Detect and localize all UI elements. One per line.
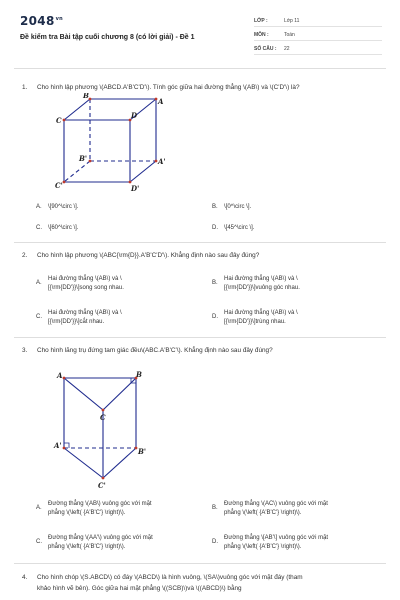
vertex-label: B xyxy=(136,370,142,379)
question-text: Cho hình lăng trụ đứng tam giác đều\(ABC.A'B'C'\). Khẳng định nào sau đây đúng? xyxy=(37,347,273,354)
question-number: 3. xyxy=(22,347,28,354)
vertex-label: D' xyxy=(131,184,140,193)
question-divider xyxy=(14,337,386,338)
vertex-label: B' xyxy=(138,447,147,456)
question-number: 2. xyxy=(22,252,28,259)
meta-class: LỚP : Lớp 11 xyxy=(254,16,382,27)
meta-question-count: SỐ CÂU : 22 xyxy=(254,44,382,55)
vertex-label: D xyxy=(131,111,138,120)
question-divider xyxy=(14,242,386,243)
question-divider xyxy=(14,563,386,564)
question-text: khảo hình vẽ bên). Góc giữa hai mặt phẳng \((SCB)\)và \((ABCD)\) bằng xyxy=(37,585,242,592)
page-header xyxy=(0,0,400,68)
vertex-label: A xyxy=(57,371,63,380)
vertex-label: B xyxy=(83,93,89,100)
question-number: 1. xyxy=(22,84,28,91)
vertex-label: B' xyxy=(79,154,88,163)
question-number: 4. xyxy=(22,574,28,581)
vertex-label: C' xyxy=(55,181,63,190)
prism-figure xyxy=(50,368,160,493)
question-text: Cho hình chóp \(S.ABCD\) có đáy \(ABCD\) là hình vuông, \(SA\)vuông góc với mặt đáy (tham xyxy=(37,574,303,581)
question-text: Cho hình lập phương \(ABCD.A'B'C'D'\). Tính góc giữa hai đường thẳng \(AB\) và \(C'D'\) là? xyxy=(37,84,300,91)
meta-subject: MÔN : Toán xyxy=(254,30,382,41)
vertex-label: A xyxy=(158,97,164,106)
document-title: Đề kiểm tra Bài tập cuối chương 8 (có lời giải) - Đề 1 xyxy=(20,34,195,41)
vertex-label: C' xyxy=(98,481,106,490)
header-divider xyxy=(14,68,386,69)
question-text: Cho hình lập phương \(ABC{\rm{D}}.A'B'C'D'\). Khẳng định nào sau đây đúng? xyxy=(37,252,260,259)
vertex-label: C xyxy=(100,413,106,422)
vertex-label: A' xyxy=(54,441,62,450)
site-logo[interactable]: $2048^{vn}$ xyxy=(20,14,64,28)
vertex-label: C xyxy=(56,116,62,125)
cube-figure xyxy=(50,93,180,193)
vertex-label: A' xyxy=(158,157,166,166)
